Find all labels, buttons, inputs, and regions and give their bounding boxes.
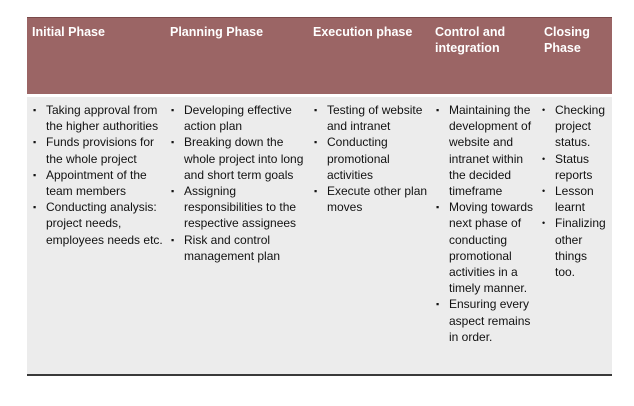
list-item <box>312 102 428 134</box>
list-item <box>540 215 610 280</box>
planning-phase-list <box>169 102 306 264</box>
bullet-icon: • <box>542 218 546 229</box>
list-item-text: Status reports <box>555 151 593 182</box>
bullet-icon: ▪ <box>33 105 37 115</box>
bullet-icon: ▪ <box>33 137 37 148</box>
list-item-text: Moving towards next phase of conducting promotional activities in a timely manner. <box>449 200 534 296</box>
bullet-icon: ▪ <box>171 186 175 197</box>
bullet-icon: ▪ <box>171 137 175 148</box>
list-item <box>31 102 163 134</box>
bullet-icon: ▪ <box>33 169 37 180</box>
execution-phase-list <box>312 102 428 215</box>
initial-phase-list <box>31 102 163 248</box>
list-item-text: Testing of website and intranet <box>327 103 423 134</box>
list-item <box>31 167 163 199</box>
list-item-text: Developing effective action plan <box>184 103 292 134</box>
bullet-icon: ▪ <box>436 105 440 115</box>
control-integration-list <box>434 102 534 345</box>
list-item <box>540 183 610 215</box>
bullet-icon: ▪ <box>436 202 440 213</box>
list-item <box>312 134 428 183</box>
list-item <box>169 134 306 183</box>
header-execution-phase: Execution phase <box>308 18 430 94</box>
header-control-integration: Control and integration <box>430 18 536 94</box>
list-item-text: Checking project status. <box>555 103 606 150</box>
list-item-text: Maintaining the development of website and intranet within the decided timeframe <box>449 103 532 199</box>
bullet-icon: ▪ <box>33 202 37 213</box>
list-item-text: Breaking down the whole project into long and short term goals <box>184 135 304 182</box>
list-item <box>31 134 163 166</box>
bullet-icon: ▪ <box>171 105 175 115</box>
list-item-text: Taking approval from the higher authorities <box>46 103 159 134</box>
list-item <box>169 183 306 232</box>
bullet-icon: ▪ <box>314 137 318 148</box>
bullet-icon: ▪ <box>171 234 175 245</box>
list-item-text: Execute other plan moves <box>327 184 428 215</box>
list-item <box>312 183 428 215</box>
list-item-text: Funds provisions for the whole project <box>46 135 155 166</box>
bullet-icon: • <box>542 186 546 197</box>
list-item <box>169 102 306 134</box>
list-item <box>434 102 534 199</box>
bullet-icon: ▪ <box>436 299 440 310</box>
list-item-text: Conducting promotional activities <box>327 135 390 182</box>
list-item-text: Risk and control management plan <box>184 232 281 263</box>
list-item <box>169 232 306 264</box>
cell-closing-phase <box>536 94 612 374</box>
list-item-text: Lesson learnt <box>555 184 594 215</box>
header-planning-phase: Planning Phase <box>165 18 308 94</box>
bullet-icon: • <box>542 153 546 164</box>
list-item <box>540 102 610 151</box>
list-item-text: Appointment of the team members <box>46 167 147 199</box>
bullet-icon: • <box>542 105 546 115</box>
cell-planning-phase <box>165 94 308 374</box>
list-item <box>540 151 610 183</box>
list-item <box>434 296 534 345</box>
phase-table <box>27 17 612 376</box>
list-item-text: Conducting analysis: project needs, employees needs etc. <box>46 200 163 247</box>
list-item-text: Finalizing other things too. <box>555 216 606 280</box>
closing-phase-list <box>540 102 610 280</box>
bullet-icon: ▪ <box>314 186 318 197</box>
cell-control-integration <box>430 94 536 374</box>
list-item <box>434 199 534 296</box>
list-item-text: Assigning responsibilities to the respective assignees <box>184 184 297 231</box>
header-closing-phase: Closing Phase <box>536 18 612 94</box>
bullet-icon: ▪ <box>314 105 318 115</box>
list-item-text: Ensuring every aspect remains in order. <box>449 297 531 344</box>
list-item <box>31 199 163 248</box>
header-initial-phase: Initial Phase <box>27 18 165 94</box>
cell-initial-phase <box>27 94 165 374</box>
cell-execution-phase <box>308 94 430 374</box>
